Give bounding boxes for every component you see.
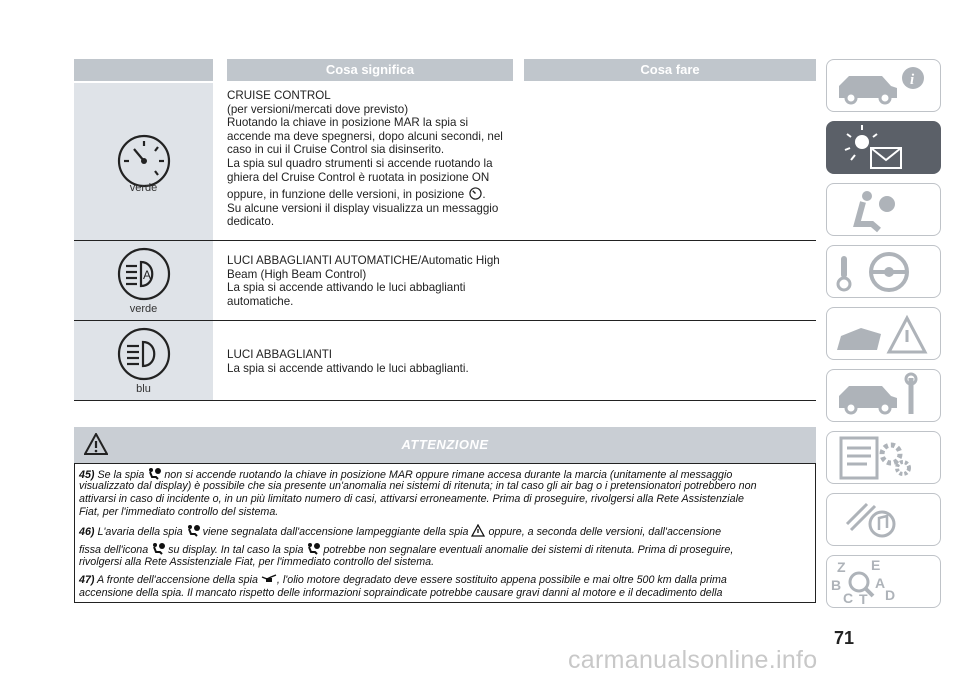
maintenance-icon [827,370,940,421]
tab-safety[interactable] [826,183,941,236]
cruise-control-icon [116,133,172,189]
warning-text: Se la spia [97,469,145,481]
row-title: LUCI ABBAGLIANTI [227,348,333,361]
high-beam-icon [116,326,172,382]
row-text: accende ma deve spegnersi, dopo alcuni secondi, nel [227,129,503,143]
row-text: ghiera del Cruise Control è ruotata in posizione ON [227,170,490,184]
airbag-icon [147,467,161,480]
note-number: 45) [79,469,95,481]
icon-color-label: verde [129,303,158,315]
index-icon [827,556,940,607]
svg-text:T: T [859,591,868,607]
icon-color-label: blu [136,383,151,395]
icon-cell [74,321,213,400]
tab-index[interactable] [826,555,941,608]
svg-text:A: A [875,575,886,591]
note-number: 46) [79,526,95,538]
airbag-icon [186,524,200,537]
svg-text:D: D [885,587,896,603]
svg-text:A: A [143,268,152,282]
warning-text: non si accende ruotando la chiave in posizione MAR oppure rimane accesa durante la marcia (unitamente al messaggio [164,469,733,481]
row-text: automatiche. [227,294,294,308]
table-header-action: Cosa fare [524,59,816,81]
warning-45-line3: attivarsi in caso di incidente o, in un più limitato numero di casi, attivarsi erroneamente. Prima di proseguire, rivolgersi alla Rete Assistenziale [79,493,744,505]
row-description [227,254,522,308]
warning-text: L'avaria della spia [97,526,183,538]
tab-emergency[interactable] [826,307,941,360]
icon-cell [74,83,213,240]
row-text: La spia sul quadro strumenti si accende ruotando la [227,156,493,170]
airbag-icon [151,542,165,555]
warning-text: fissa dell'icona [79,544,149,556]
warning-lights-icon [827,122,940,173]
row-description [227,348,522,375]
cruise-control-small-icon [469,187,482,200]
warning-triangle-small-icon [471,524,485,537]
warning-text: A fronte dell'accensione della spia [97,574,258,586]
row-text: dedicato. [227,215,275,229]
svg-text:Z: Z [837,559,846,575]
warning-47-line1 [79,574,815,586]
period: . [482,188,486,202]
icon-cell [74,241,213,320]
svg-text:E: E [871,557,881,573]
oil-can-icon [261,574,277,584]
warning-45-line2: visualizzato dal display) è possibile che sia presente un'anomalia nei sistemi di ritenuta; in tal caso gli air bag o i pretensionatori potrebbero non [79,480,757,492]
row-divider [74,400,816,401]
car-info-icon [827,60,940,111]
warning-46-line3: rivolgersi alla Rete Assistenziale Fiat, per l'immediato controllo del sistema. [79,556,435,568]
warning-header [74,427,816,463]
svg-text:i: i [910,72,915,88]
warning-text: oppure, a seconda delle versioni, dall'accensione [488,526,722,538]
warning-46-line2 [79,542,815,556]
warning-title: ATTENZIONE [401,437,489,452]
emergency-icon [827,308,940,359]
row-title: CRUISE CONTROL [227,89,331,102]
warning-text: potrebbe non segnalare eventuali anomalie dei sistemi di ritenuta. Prima di proseguire, [323,544,734,556]
svg-text:C: C [843,590,854,606]
row-text: La spia si accende attivando le luci abbaglianti [227,281,466,295]
row-text: oppure, in funzione delle versioni, in posizione [227,188,465,202]
technical-data-icon [827,432,940,483]
multimedia-icon [827,494,940,545]
starting-driving-icon [827,246,940,297]
warning-text: su display. In tal caso la spia [168,544,304,556]
table-header-meaning: Cosa significa [227,59,513,81]
row-title: LUCI ABBAGLIANTI AUTOMATICHE/Automatic High [227,254,500,267]
warning-45-line4: Fiat, per l'immediato controllo del sistema. [79,506,279,518]
row-text-with-icon [227,187,522,202]
warning-text: , l'olio motore degradato deve essere sostituito appena possibile e mai oltre 500 km dalla prima [276,574,727,586]
tab-starting-driving[interactable] [826,245,941,298]
row-text: (per versioni/mercati dove previsto) [227,102,409,116]
warning-text: viene segnalata dall'accensione lampeggiante della spia [202,526,469,538]
row-text: Su alcune versioni il display visualizza un messaggio [227,201,499,215]
safety-airbag-icon [827,184,940,235]
warning-46-line1 [79,524,815,538]
tab-maintenance[interactable] [826,369,941,422]
tab-multimedia[interactable] [826,493,941,546]
row-description [227,89,522,229]
tab-warning-lights[interactable] [826,121,941,174]
tab-technical-data[interactable] [826,431,941,484]
icon-color-label: verde [129,182,158,194]
watermark: carmanualsonline.info [568,646,818,674]
note-number: 47) [79,574,95,586]
tab-car-info[interactable] [826,59,941,112]
row-text: La spia si accende attivando le luci abbaglianti. [227,361,469,375]
auto-high-beam-icon [116,246,172,302]
airbag-icon [306,542,320,555]
page-number: 71 [834,628,855,648]
table-header-blank [74,59,213,81]
warning-47-line2: accensione della spia. Il mancato rispetto delle informazioni sopraindicate potrebbe causare gravi danni al motore e il decadimento della [79,587,723,599]
row-text: caso in cui il Cruise Control sia disinserito. [227,143,445,157]
row-text: Ruotando la chiave in posizione MAR la spia si [227,116,469,130]
row-text: Beam (High Beam Control) [227,267,367,281]
svg-text:B: B [831,577,842,593]
